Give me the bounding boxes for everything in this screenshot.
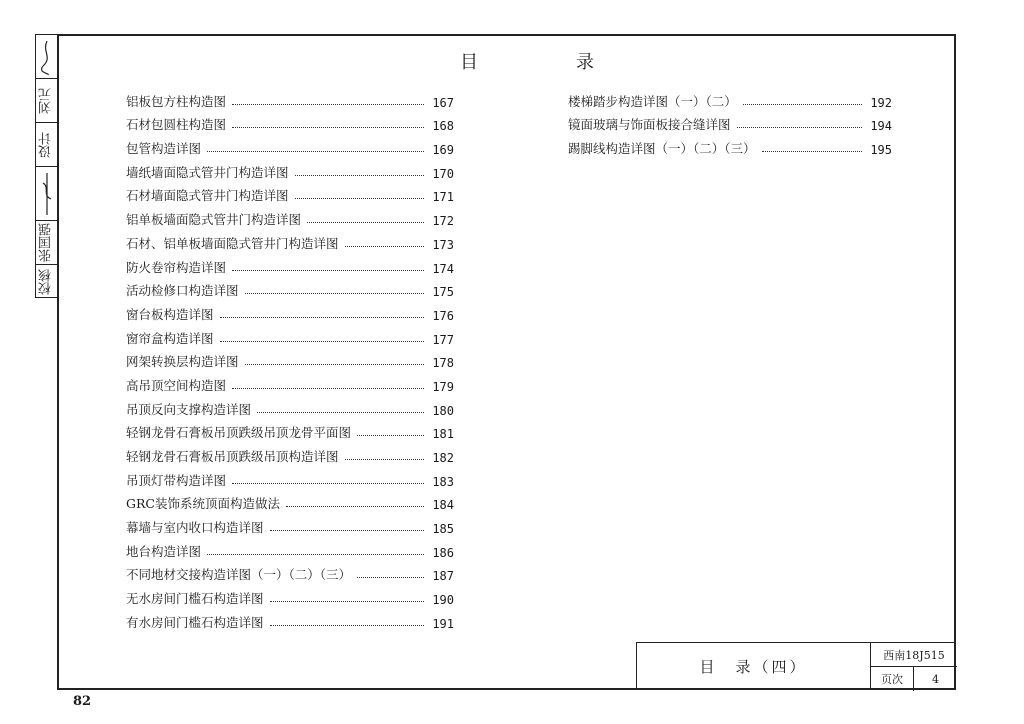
toc-entry xyxy=(126,86,454,110)
toc-entry xyxy=(126,465,454,489)
strip-cell-designer-name xyxy=(36,79,57,123)
dot-leader xyxy=(207,151,424,152)
design-label: 设计 xyxy=(39,131,54,158)
dot-leader xyxy=(220,341,424,342)
dot-leader xyxy=(357,435,424,436)
dot-leader xyxy=(270,625,424,626)
toc-entry xyxy=(126,299,454,323)
toc-left-column xyxy=(126,86,454,631)
toc-entry-title: 轻钢龙骨石膏板吊顶跌级吊顶构造详图 xyxy=(126,449,339,464)
toc-entry-page: 172 xyxy=(432,214,454,229)
toc-entry-page: 175 xyxy=(432,285,454,300)
toc-entry xyxy=(568,110,892,134)
toc-entry-title: 镜面玻璃与饰面板接合缝详图 xyxy=(568,117,731,133)
toc-entry xyxy=(126,276,454,300)
toc-entry-title: 石材包圆柱构造图 xyxy=(126,117,227,133)
toc-entry-title: 有水房间门槛石构造详图 xyxy=(126,614,264,630)
toc-entry-title: 地台构造详图 xyxy=(126,543,202,559)
dot-leader xyxy=(762,151,862,152)
toc-entry-title: 高吊顶空间构造图 xyxy=(126,377,227,393)
toc-entry xyxy=(126,607,454,631)
dot-leader xyxy=(232,104,424,105)
toc-entry-title: 网架转换层构造详图 xyxy=(126,354,239,370)
toc-entry xyxy=(126,560,454,584)
toc-entry-page: 195 xyxy=(870,143,892,158)
toc-entry xyxy=(126,110,454,134)
toc-entry-page: 173 xyxy=(432,237,454,252)
toc-entry xyxy=(126,441,454,465)
dot-leader xyxy=(345,459,424,460)
toc-entry-title: 窗帘盒构造详图 xyxy=(126,330,214,346)
toc-entry-page: 183 xyxy=(432,474,454,489)
toc-entry xyxy=(126,536,454,560)
title-block-title: 目 录（四） xyxy=(637,643,871,690)
toc-entry-page: 192 xyxy=(870,95,892,110)
toc-entry-page: 177 xyxy=(432,332,454,347)
toc-entry xyxy=(126,394,454,418)
dot-leader xyxy=(220,317,424,318)
dot-leader xyxy=(295,198,424,199)
toc-entry-page: 186 xyxy=(432,545,454,560)
toc-entry-page: 169 xyxy=(432,143,454,158)
dot-leader xyxy=(232,127,424,128)
toc-entry xyxy=(126,489,454,513)
dot-leader xyxy=(245,293,424,294)
toc-entry xyxy=(126,157,454,181)
toc-entry-title: 石材、铝单板墙面隐式管井门构造详图 xyxy=(126,235,339,251)
toc-entry-title: 轻钢龙骨石膏板吊顶跌级吊顶龙骨平面图 xyxy=(126,425,352,441)
dot-leader xyxy=(270,530,424,531)
page-number: 82 xyxy=(73,694,92,709)
dot-leader xyxy=(232,388,424,389)
toc-entry-title: 踢脚线构造详图（一）（二）（三） xyxy=(568,141,756,157)
toc-entry-title: 吊顶灯带构造详图 xyxy=(126,472,227,488)
toc-entry-title: 防火卷帘构造详图 xyxy=(126,259,227,275)
strip-cell-check-label xyxy=(36,265,57,299)
atlas-code: 西南18J515 xyxy=(871,643,957,667)
toc-entry-title: 无水房间门槛石构造详图 xyxy=(126,591,264,607)
toc-entry-title: 楼梯踏步构造详图（一）（二） xyxy=(568,93,737,109)
dot-leader xyxy=(295,175,424,176)
toc-entry xyxy=(126,252,454,276)
toc-entry xyxy=(126,228,454,252)
toc-entry-page: 180 xyxy=(432,403,454,418)
designer-name: 刘元 xyxy=(39,87,54,114)
dot-leader xyxy=(207,554,424,555)
dot-leader xyxy=(232,483,424,484)
toc-entry-page: 184 xyxy=(432,498,454,513)
dot-leader xyxy=(737,127,862,128)
toc-entry xyxy=(126,204,454,228)
toc-entry-page: 176 xyxy=(432,308,454,323)
toc-right-column xyxy=(568,86,892,157)
toc-entry xyxy=(568,133,892,157)
toc-entry-title: 活动检修口构造详图 xyxy=(126,283,239,299)
toc-entry-page: 171 xyxy=(432,190,454,205)
strip-cell-checker-name xyxy=(36,221,57,265)
toc-entry-page: 168 xyxy=(432,119,454,134)
page-value: 4 xyxy=(932,672,939,686)
check-label: 校核 xyxy=(39,269,54,295)
toc-entry-page: 187 xyxy=(432,569,454,584)
toc-entry xyxy=(126,133,454,157)
dot-leader xyxy=(245,364,424,365)
toc-entry-title: 吊顶反向支撑构造详图 xyxy=(126,401,252,417)
toc-entry-title: 幕墙与室内收口构造详图 xyxy=(126,520,264,536)
checker-name: 张国强 xyxy=(39,223,54,262)
signature-mark xyxy=(38,37,56,77)
dot-leader xyxy=(257,412,424,413)
toc-entry-page: 190 xyxy=(432,593,454,608)
dot-leader xyxy=(357,577,424,578)
toc-entry xyxy=(126,418,454,442)
dot-leader xyxy=(345,246,424,247)
toc-entry-page: 167 xyxy=(432,95,454,110)
toc-entry-page: 170 xyxy=(432,166,454,181)
toc-entry-page: 179 xyxy=(432,379,454,394)
toc-entry-page: 185 xyxy=(432,522,454,537)
dot-leader xyxy=(307,222,424,223)
title-block xyxy=(636,642,956,690)
strip-signature-1 xyxy=(36,35,57,79)
strip-signature-2 xyxy=(36,167,57,221)
toc-entry-title: 不同地材交接构造详图（一）（二）（三） xyxy=(126,567,352,583)
approval-strip xyxy=(35,34,57,298)
dot-leader xyxy=(232,270,424,271)
toc-entry xyxy=(126,347,454,371)
toc-entry-page: 182 xyxy=(432,451,454,465)
dot-leader xyxy=(270,601,424,602)
toc-entry xyxy=(568,86,892,110)
dot-leader xyxy=(743,104,862,105)
toc-entry-title: 石材墙面隐式管井门构造详图 xyxy=(126,188,289,204)
toc-entry-title: 包管构造详图 xyxy=(126,141,202,157)
toc-entry-page: 194 xyxy=(870,119,892,134)
toc-entry-page: 191 xyxy=(432,616,454,631)
toc-entry-page: 174 xyxy=(432,261,454,276)
toc-entry xyxy=(126,512,454,536)
toc-entry-title: 窗台板构造详图 xyxy=(126,306,214,322)
strip-cell-design-label xyxy=(36,123,57,167)
dot-leader xyxy=(286,506,424,507)
signature-mark xyxy=(38,169,56,219)
toc-entry xyxy=(126,181,454,205)
toc-entry xyxy=(126,583,454,607)
toc-entry-page: 181 xyxy=(432,427,454,442)
page-label: 页次 xyxy=(871,667,914,691)
toc-entry xyxy=(126,370,454,394)
page-title: 目 录 xyxy=(460,52,634,73)
toc-entry-title: 铝单板墙面隐式管井门构造详图 xyxy=(126,212,302,228)
toc-entry-page: 178 xyxy=(432,356,454,371)
toc-entry-title: 墙纸墙面隐式管井门构造详图 xyxy=(126,164,289,180)
toc-entry xyxy=(126,323,454,347)
toc-entry-title: 铝板包方柱构造图 xyxy=(126,93,227,109)
toc-entry-title: GRC装饰系统顶面构造做法 xyxy=(126,496,280,512)
